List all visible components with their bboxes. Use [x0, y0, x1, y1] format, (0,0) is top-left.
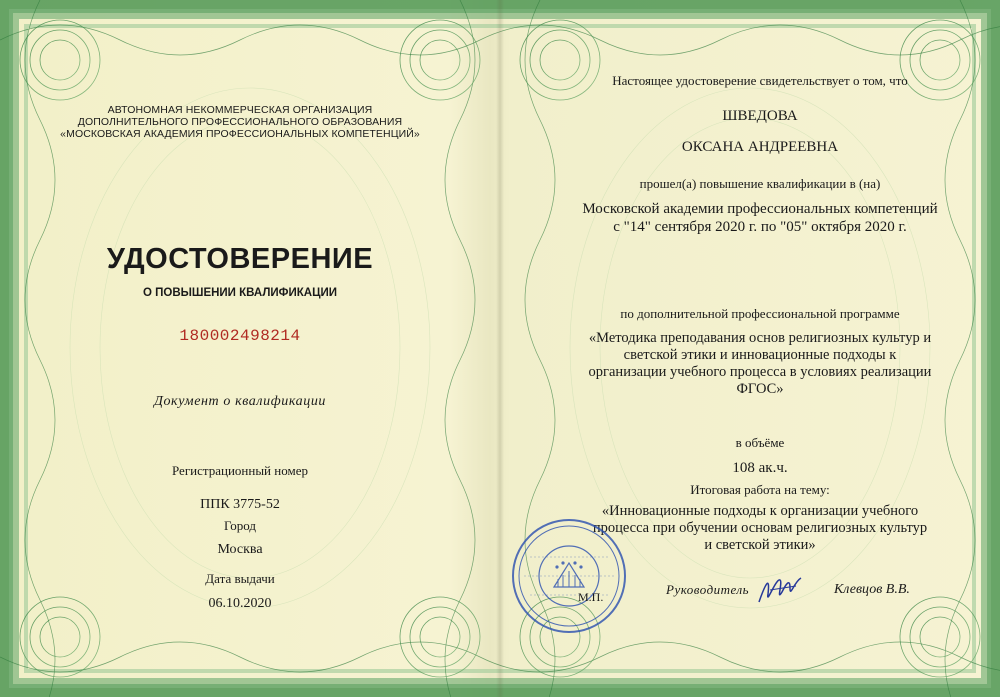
program-label: по дополнительной профессиональной программе — [620, 306, 900, 321]
intro-text: Настоящее удостоверение свидетельствует о том, что — [612, 73, 908, 88]
center-fold — [496, 0, 504, 697]
registration-number: ППК 3775-52 — [200, 497, 280, 512]
head-name: Клевцов В.В. — [834, 582, 910, 597]
issue-date-label: Дата выдачи — [205, 571, 275, 586]
handwritten-signature-icon — [756, 572, 804, 608]
final-work-label: Итоговая работа на тему: — [690, 482, 830, 497]
academy-name: Московской академии профессиональных компетенций — [582, 201, 938, 217]
head-label: Руководитель — [666, 582, 750, 597]
surname: ШВЕДОВА — [722, 108, 798, 124]
document-title: УДОСТОВЕРЕНИЕ — [106, 243, 374, 275]
registration-label: Регистрационный номер — [172, 463, 308, 478]
city-value: Москва — [217, 542, 263, 557]
issue-date-value: 06.10.2020 — [208, 596, 272, 611]
organization-name — [40, 104, 440, 140]
program-line-1: «Методика преподавания основ религиозных культур и — [588, 330, 932, 346]
city-label: Город — [223, 518, 257, 533]
round-seal-icon — [510, 517, 628, 635]
org-line-2: ДОПОЛНИТЕЛЬНОГО ПРОФЕССИОНАЛЬНОГО ОБРАЗОВАНИЯ — [77, 116, 403, 128]
final-line-3: и светской этики» — [704, 537, 816, 553]
document-type: Документ о квалификации — [153, 394, 327, 409]
org-line-3: «МОСКОВСКАЯ АКАДЕМИЯ ПРОФЕССИОНАЛЬНЫХ КОМПЕТЕНЦИЙ» — [60, 128, 420, 140]
volume-label: в объёме — [735, 435, 785, 450]
org-line-1: АВТОНОМНАЯ НЕКОММЕРЧЕСКАЯ ОРГАНИЗАЦИЯ — [107, 104, 373, 116]
document-subtitle: О ПОВЫШЕНИИ КВАЛИФИКАЦИИ — [142, 287, 338, 299]
program-title — [540, 330, 980, 398]
final-line-1: «Инновационные подходы к организации учебного — [601, 503, 919, 519]
seal-placeholder-mp: М.П. — [578, 590, 604, 604]
study-period: с "14" сентября 2020 г. по "05" октября 2020 г. — [613, 219, 907, 235]
program-line-4: ФГОС» — [736, 381, 784, 397]
passed-text: прошел(а) повышение квалификации в (на) — [639, 176, 881, 191]
final-line-2: процесса при обучении основам религиозных культур — [592, 520, 928, 536]
serial-number: 180002498214 — [179, 327, 301, 345]
volume-value: 108 ак.ч. — [732, 460, 788, 476]
given-names: ОКСАНА АНДРЕЕВНА — [681, 139, 839, 155]
program-line-2: светской этики и инновационные подходы к — [623, 347, 897, 363]
program-line-3: организации учебного процесса в условиях реализации — [588, 364, 932, 380]
